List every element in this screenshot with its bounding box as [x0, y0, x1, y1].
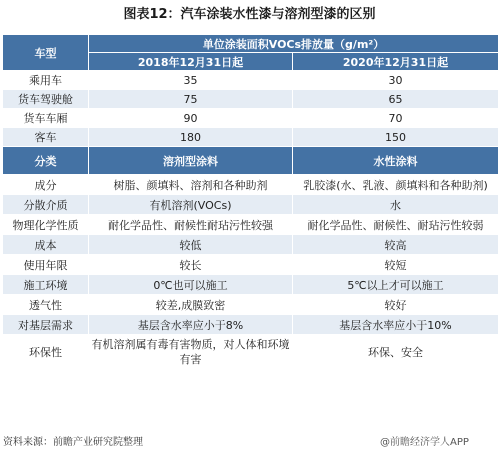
table-row: [3, 275, 499, 295]
water-cell: 水: [293, 195, 499, 215]
row-label: 成分: [3, 175, 89, 195]
water-cell: 5℃以上才可以施工: [293, 275, 499, 295]
row-label: 环保性: [3, 335, 89, 369]
row-label: 使用年限: [3, 255, 89, 275]
solvent-cell: 树脂、颜填料、溶剂和各种助剂: [89, 175, 293, 195]
table-row: [3, 335, 499, 369]
solvent-cell: 基层含水率应小于8%: [89, 315, 293, 335]
value-2018: 35: [89, 71, 293, 90]
solvent-cell: 较长: [89, 255, 293, 275]
source-note: 资料来源：前瞻产业研究院整理: [3, 437, 143, 448]
solvent-cell: 较低: [89, 235, 293, 255]
watermark: @前瞻经济学人APP: [380, 437, 469, 448]
vehicle-type-header: 车型: [3, 35, 89, 71]
table-row: [3, 295, 499, 315]
voc-emission-header: 单位涂装面积VOCs排放量（g/m²）: [89, 35, 499, 53]
table-row: [3, 90, 499, 109]
solvent-cell: 0℃也可以施工: [89, 275, 293, 295]
value-2020: 30: [293, 71, 499, 90]
water-cell: 耐化学品性、耐候性、耐玷污性较弱: [293, 215, 499, 235]
value-2020: 65: [293, 90, 499, 109]
waterborne-paint-header: 水性涂料: [293, 147, 499, 175]
row-label: 货车车厢: [3, 109, 89, 128]
value-2018: 90: [89, 109, 293, 128]
solvent-cell: 耐化学品性、耐候性耐玷污性较强: [89, 215, 293, 235]
water-cell: 乳胶漆(水、乳液、颜填料和各种助剂): [293, 175, 499, 195]
solvent-cell: 较差,成膜致密: [89, 295, 293, 315]
table-row: [3, 128, 499, 147]
chart-title: 图表12：汽车涂装水性漆与溶剂型漆的区别: [123, 7, 376, 22]
water-cell: 较好: [293, 295, 499, 315]
row-label: 分散介质: [3, 195, 89, 215]
row-label: 乘用车: [3, 71, 89, 90]
solvent-paint-header: 溶剂型涂料: [89, 147, 293, 175]
row-label: 客车: [3, 128, 89, 147]
table-row: [3, 71, 499, 90]
date-2020-header: 2020年12月31日起: [293, 53, 499, 71]
value-2018: 180: [89, 128, 293, 147]
value-2018: 75: [89, 90, 293, 109]
solvent-cell: 有机溶剂(VOCs): [89, 195, 293, 215]
category-header: 分类: [3, 147, 89, 175]
water-cell: 基层含水率应小于10%: [293, 315, 499, 335]
table-row: [3, 109, 499, 128]
table-row: [3, 235, 499, 255]
value-2020: 70: [293, 109, 499, 128]
solvent-cell: 有机溶剂属有毒有害物质，对人体和环境有害: [89, 335, 293, 369]
table-row: [3, 215, 499, 235]
row-label: 物理化学性质: [3, 215, 89, 235]
comparison-table: [2, 34, 499, 369]
row-label: 透气性: [3, 295, 89, 315]
table-row: [3, 175, 499, 195]
table-row: [3, 195, 499, 215]
water-cell: 较高: [293, 235, 499, 255]
water-cell: 环保、安全: [293, 335, 499, 369]
value-2020: 150: [293, 128, 499, 147]
table-row: [3, 315, 499, 335]
row-label: 施工环境: [3, 275, 89, 295]
table-row: [3, 255, 499, 275]
row-label: 货车驾驶舱: [3, 90, 89, 109]
water-cell: 较短: [293, 255, 499, 275]
row-label: 对基层需求: [3, 315, 89, 335]
date-2018-header: 2018年12月31日起: [89, 53, 293, 71]
row-label: 成本: [3, 235, 89, 255]
